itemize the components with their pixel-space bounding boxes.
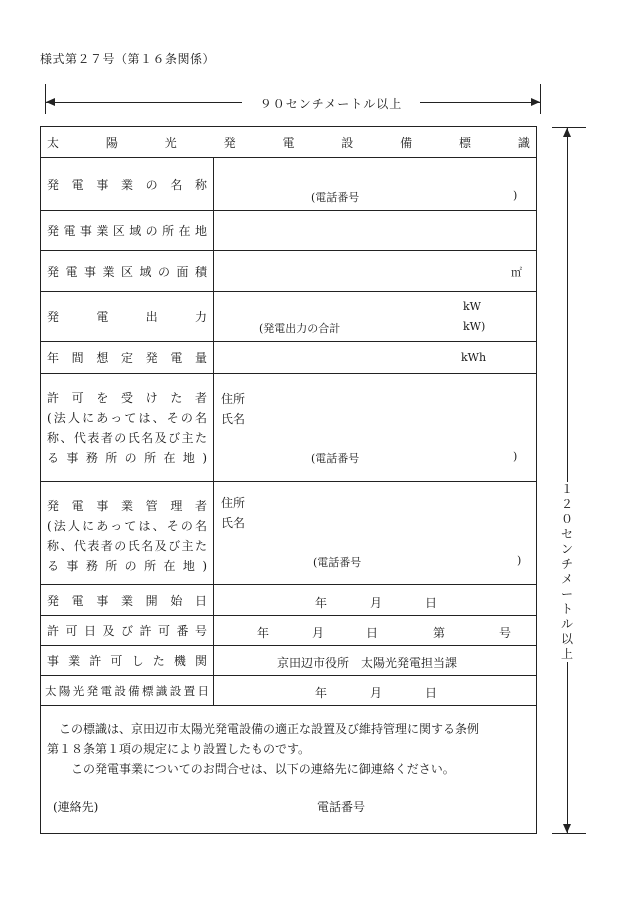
label-annual-generation: 年間想定発電量 bbox=[47, 351, 207, 365]
label-start-date: 発電事業開始日 bbox=[47, 593, 207, 608]
notice-line-3: この発電事業についてのお問合せは、以下の連絡先に御連絡ください。 bbox=[71, 762, 455, 776]
height-dim-line bbox=[567, 128, 568, 833]
row-start-date bbox=[41, 585, 536, 616]
annual-unit: kWh bbox=[461, 351, 487, 364]
permit-go: 号 bbox=[499, 626, 512, 640]
arrow-up-icon bbox=[563, 128, 571, 137]
title-char: 陽 bbox=[105, 135, 118, 150]
title-char: 発 bbox=[223, 135, 236, 150]
start-day: 日 bbox=[425, 596, 438, 610]
height-label-char: 以 bbox=[560, 632, 573, 646]
notice-line-2: 第１８条第１項の規定により設置したものです。 bbox=[47, 742, 311, 756]
height-label-char: セ bbox=[560, 527, 573, 541]
contact-label: (連絡先) bbox=[53, 800, 99, 814]
row-area bbox=[41, 251, 536, 292]
row-permit-date bbox=[41, 616, 536, 646]
height-label-char: ル bbox=[560, 617, 573, 631]
title-char: 太 bbox=[47, 135, 60, 150]
area-unit: ㎡ bbox=[511, 266, 522, 279]
height-label-char: ン bbox=[560, 542, 573, 556]
installed-month: 月 bbox=[370, 686, 383, 700]
row-business-name bbox=[41, 158, 536, 211]
height-label-char: 上 bbox=[560, 647, 573, 661]
label-manager: 発電事業管理者 bbox=[47, 499, 207, 513]
width-dim-label: ９０センチメートル以上 bbox=[242, 95, 420, 112]
label-manager-note: 称、代表者の氏名及び主た bbox=[47, 539, 207, 553]
width-dim-right-tick bbox=[540, 84, 541, 114]
installed-day: 日 bbox=[425, 686, 438, 700]
output-total-label: (発電出力の合計 bbox=[259, 322, 341, 335]
label-manager-note: る事務所の所在地) bbox=[47, 559, 207, 573]
label-permit-date: 許可日及び許可番号 bbox=[47, 624, 207, 638]
permit-holder-name: 氏名 bbox=[221, 412, 246, 426]
permit-month: 月 bbox=[312, 626, 325, 640]
label-manager-note: (法人にあっては、その名 bbox=[47, 519, 207, 533]
height-label-char: チ bbox=[560, 557, 573, 571]
permit-year: 年 bbox=[257, 626, 270, 640]
height-label-char: ０ bbox=[560, 512, 573, 526]
authority-value: 京田辺市役所 太陽光発電担当課 bbox=[277, 656, 458, 670]
arrow-down-icon bbox=[563, 824, 571, 833]
notice-line-1: この標識は、京田辺市太陽光発電設備の適正な設置及び維持管理に関する条例 bbox=[59, 722, 480, 736]
output-unit-kw: kW bbox=[463, 300, 481, 313]
start-month: 月 bbox=[370, 596, 383, 610]
permit-holder-tel: (電話番号 bbox=[311, 452, 360, 465]
title-char: 光 bbox=[164, 135, 177, 150]
title-char: 備 bbox=[400, 135, 413, 150]
solar-sign-board bbox=[40, 126, 537, 834]
sign-notice bbox=[47, 719, 531, 819]
title-char: 電 bbox=[282, 135, 295, 150]
label-business-name: 発電事業の名称 bbox=[47, 177, 207, 192]
height-label-char: ２ bbox=[560, 497, 573, 511]
label-area: 発電事業区域の面積 bbox=[47, 264, 207, 279]
label-permit-holder-note: 称、代表者の氏名及び主た bbox=[47, 431, 207, 445]
start-year: 年 bbox=[315, 596, 328, 610]
height-dim-label bbox=[556, 482, 578, 662]
permit-holder-tel-close: ) bbox=[513, 450, 518, 463]
label-permit-holder-note: (法人にあっては、その名 bbox=[47, 411, 207, 425]
row-location bbox=[41, 211, 536, 251]
row-manager bbox=[41, 482, 536, 585]
height-label-char: メ bbox=[560, 572, 573, 586]
label-permit-holder-note: る事務所の所在地) bbox=[47, 451, 207, 465]
row-installed-date bbox=[41, 676, 536, 706]
manager-tel-close: ) bbox=[517, 554, 522, 567]
height-label-char: ト bbox=[560, 602, 573, 616]
arrow-right-icon bbox=[531, 98, 540, 106]
height-label-char: ー bbox=[560, 587, 573, 601]
height-label-char: １ bbox=[560, 482, 573, 496]
label-output: 発電出力 bbox=[47, 310, 207, 324]
business-tel-label: (電話番号 bbox=[311, 191, 360, 204]
output-total-unit: kW) bbox=[463, 320, 486, 333]
permit-day: 日 bbox=[366, 626, 379, 640]
contact-tel-label: 電話番号 bbox=[317, 800, 366, 814]
title-char: 標 bbox=[459, 135, 472, 150]
permit-holder-address: 住所 bbox=[221, 392, 246, 406]
row-authority bbox=[41, 646, 536, 676]
row-annual-generation bbox=[41, 342, 536, 374]
permit-dai: 第 bbox=[433, 626, 446, 640]
manager-name: 氏名 bbox=[221, 516, 246, 530]
label-installed-date: 太陽光発電設備標識設置日 bbox=[45, 683, 209, 698]
manager-tel: (電話番号 bbox=[313, 556, 362, 569]
contact-line bbox=[47, 779, 531, 819]
arrow-left-icon bbox=[46, 98, 55, 106]
business-tel-close: ) bbox=[513, 189, 518, 202]
sign-title bbox=[41, 127, 536, 158]
row-output bbox=[41, 292, 536, 342]
title-char: 設 bbox=[341, 135, 354, 150]
label-permit-holder: 許可を受けた者 bbox=[47, 391, 207, 405]
label-authority: 事業許可した機関 bbox=[47, 654, 207, 668]
manager-address: 住所 bbox=[221, 496, 246, 510]
installed-year: 年 bbox=[315, 686, 328, 700]
form-reference: 様式第２７号（第１６条関係） bbox=[40, 52, 216, 66]
title-char: 識 bbox=[517, 135, 530, 150]
row-permit-holder bbox=[41, 374, 536, 482]
label-location: 発電事業区域の所在地 bbox=[47, 224, 207, 238]
height-dim-bottom-tick bbox=[552, 833, 586, 834]
